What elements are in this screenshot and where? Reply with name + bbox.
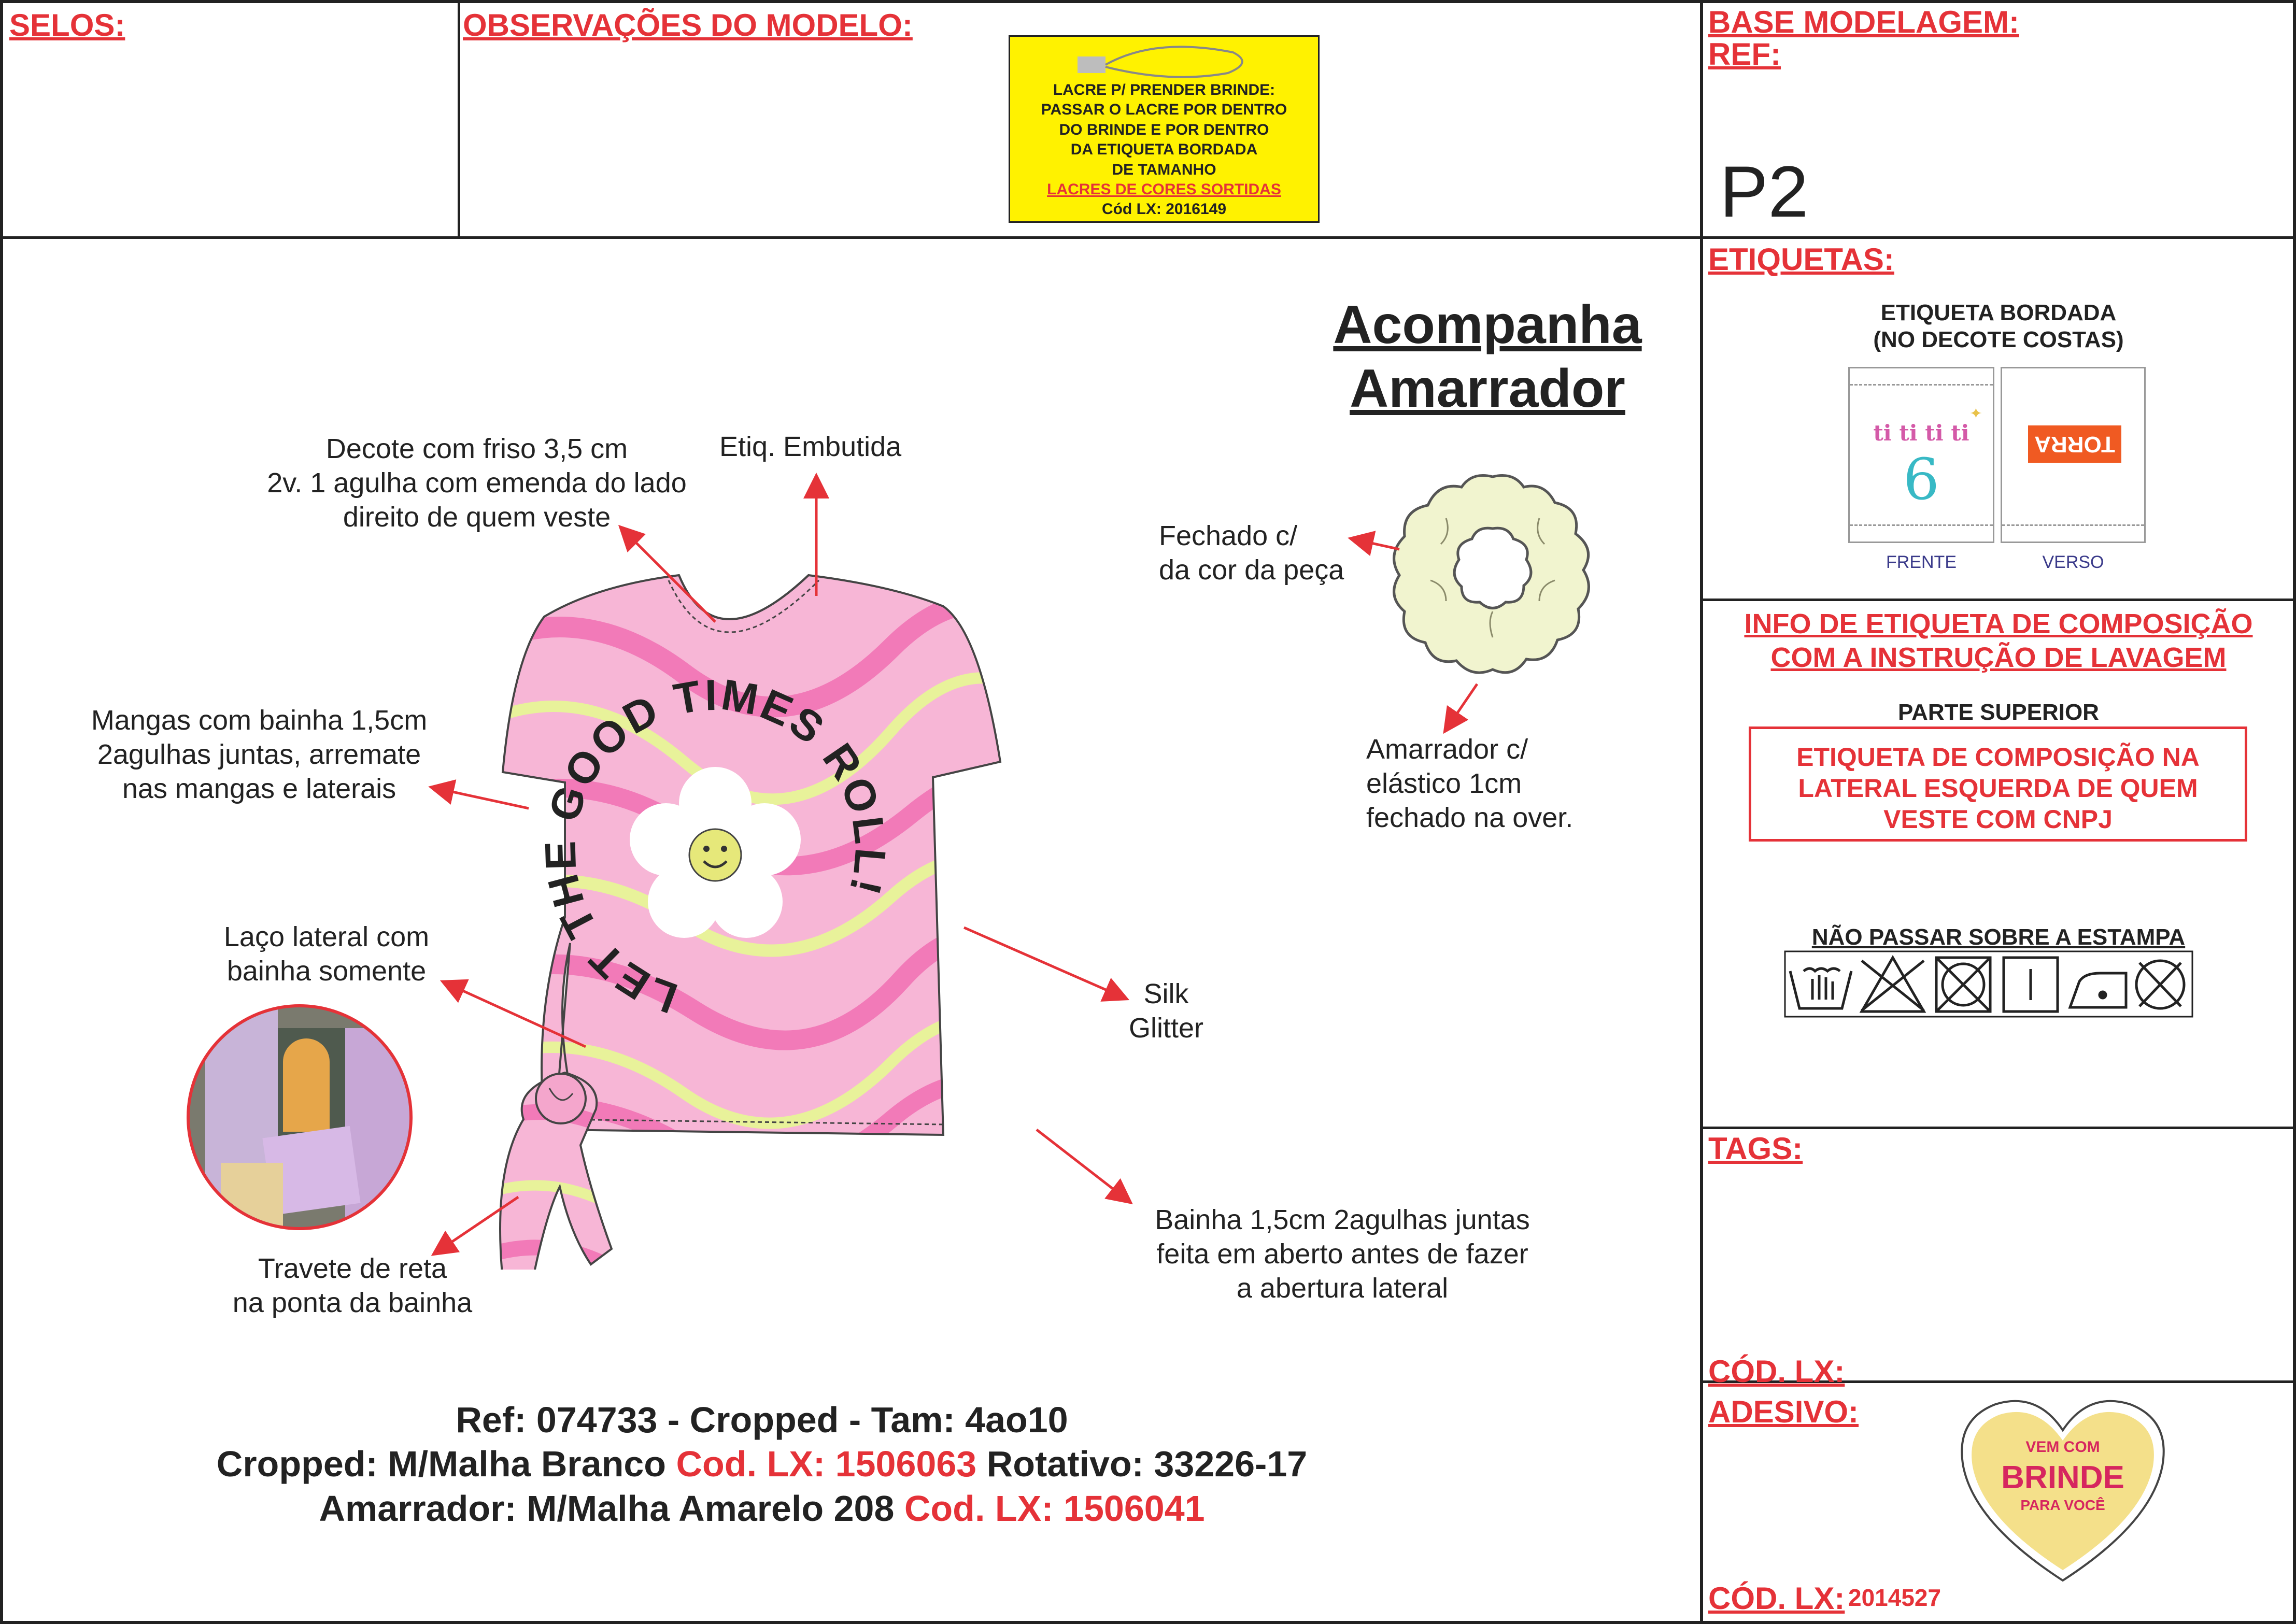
note-mangas-line3: nas mangas e laterais <box>122 773 396 804</box>
note-amarrador-line3: fechado na over. <box>1366 802 1574 833</box>
footer-line3-b: Cod. LX: 1506041 <box>904 1488 1205 1529</box>
etiqueta-brand-front: ti ti ti ti <box>1873 420 1969 446</box>
etiqueta-title-line1: ETIQUETA BORDADA <box>1880 300 2117 325</box>
composicao-title-line2: COM A INSTRUÇÃO DE LAVAGEM <box>1770 642 2227 673</box>
brinde-sticker <box>1954 1389 2172 1586</box>
note-laco-line1: Laço lateral com <box>223 921 430 952</box>
selos-header: SELOS: <box>9 8 125 42</box>
tags-cod-label: CÓD. LX: <box>1708 1354 1845 1389</box>
lacre-line1: LACRE P/ PRENDER BRINDE: <box>1053 81 1275 98</box>
garment-drawing <box>425 544 1151 1270</box>
adesivo-cod-value: 2014527 <box>1848 1584 1941 1611</box>
lacre-line5: DE TAMANHO <box>1112 161 1216 178</box>
acompanha-line1: Acompanha <box>1333 295 1642 355</box>
divider-composicao <box>1700 599 2296 601</box>
sparkle-icon: ✦ <box>1969 405 1982 422</box>
note-decote-line1: Decote com friso 3,5 cm <box>325 433 628 464</box>
lacre-box <box>1009 35 1320 223</box>
note-decote-line2: 2v. 1 agulha com emenda do lado <box>267 467 687 498</box>
no-dry-clean-icon <box>2136 961 2184 1008</box>
sticker-line2: BRINDE <box>2001 1460 2124 1495</box>
note-etiq-embutida: Etiq. Embutida <box>719 431 902 462</box>
footer-line3-a: Amarrador: M/Malha Amarelo 208 <box>319 1488 904 1529</box>
frame-bottom <box>0 1621 2296 1624</box>
iron-low-icon <box>2070 973 2126 1007</box>
adesivo-header: ADESIVO: <box>1708 1394 1859 1429</box>
divider-header <box>0 236 1703 239</box>
note-fechado-line1: Fechado c/ <box>1159 520 1298 551</box>
composicao-title-line1: INFO DE ETIQUETA DE COMPOSIÇÃO <box>1744 608 2253 639</box>
note-amarrador-line2: elástico 1cm <box>1366 767 1522 799</box>
nao-passar-estampa: NÃO PASSAR SOBRE A ESTAMPA <box>1811 924 2186 950</box>
note-decote-line3: direito de quem veste <box>343 501 611 533</box>
lacre-line3: DO BRINDE E POR DENTRO <box>1059 121 1269 138</box>
note-bainha <box>1114 1203 1570 1306</box>
footer-info <box>104 1398 1420 1531</box>
note-silk-line1: Silk <box>1143 978 1189 1009</box>
sticker-line3: PARA VOCÊ <box>2020 1497 2105 1513</box>
lacre-tag-icon <box>1078 42 1254 78</box>
composicao-box <box>1749 726 2247 842</box>
note-travete-line1: Travete de reta <box>258 1253 447 1284</box>
note-bainha-line2: feita em aberto antes de fazer <box>1156 1238 1528 1270</box>
observacoes-header: OBSERVAÇÕES DO MODELO: <box>463 8 913 42</box>
note-mangas-line2: 2agulhas juntas, arremate <box>97 738 421 770</box>
composicao-box-line3: VESTE COM CNPJ <box>1883 805 2113 834</box>
lacre-line7: Cód LX: 2016149 <box>1101 201 1227 218</box>
footer-line2-c: Rotativo: 33226-17 <box>976 1444 1308 1485</box>
care-symbols <box>1784 950 2193 1018</box>
lacre-line6: LACRES DE CORES SORTIDAS <box>1047 180 1281 198</box>
ref-header: REF: <box>1708 37 1781 72</box>
no-bleach-icon <box>1862 958 1924 1012</box>
note-amarrador-line1: Amarrador c/ <box>1366 734 1528 765</box>
note-amarrador <box>1366 733 1573 835</box>
note-bainha-line3: a abertura lateral <box>1236 1272 1449 1304</box>
frame-top <box>0 0 2296 3</box>
etiqueta-size-front: 6 <box>1903 446 1939 512</box>
base-modelagem-header: BASE MODELAGEM: <box>1708 5 2019 39</box>
footer-line1: Ref: 074733 - Cropped - Tam: 4ao10 <box>456 1400 1068 1440</box>
acompanha-line2: Amarrador <box>1350 358 1625 419</box>
note-fechado <box>1159 519 1344 588</box>
note-fechado-line2: da cor da peça <box>1159 554 1344 586</box>
note-silk-line2: Glitter <box>1128 1012 1204 1044</box>
composicao-box-line1: ETIQUETA DE COMPOSIÇÃO NA <box>1796 743 2200 772</box>
etiqueta-title-line2: (NO DECOTE COSTAS) <box>1873 326 2124 352</box>
parte-superior: PARTE SUPERIOR <box>1898 700 2099 725</box>
etiqueta-back-label: VERSO <box>2042 552 2104 572</box>
lacre-line4: DA ETIQUETA BORDADA <box>1070 141 1258 159</box>
divider-selos <box>458 0 460 238</box>
composicao-box-line2: LATERAL ESQUERDA DE QUEM <box>1798 774 2198 803</box>
footer-line3 <box>104 1487 1420 1531</box>
adesivo-cod-label: CÓD. LX: <box>1708 1581 1845 1616</box>
note-mangas-line1: Mangas com bainha 1,5cm <box>91 705 428 736</box>
lacre-line2: PASSAR O LACRE POR DENTRO <box>1041 101 1287 119</box>
footer-line2-b: Cod. LX: 1506063 <box>676 1444 977 1485</box>
etiquetas-header: ETIQUETAS: <box>1708 242 1894 277</box>
hand-wash-icon <box>1790 968 1851 1008</box>
detail-photo <box>187 1004 413 1230</box>
composicao-title <box>1703 607 2294 675</box>
etiqueta-back <box>2001 367 2146 543</box>
shirt-print-text: LET THE GOOD TIMES ROLL! <box>535 669 896 1023</box>
etiqueta-front-label: FRENTE <box>1886 552 1957 572</box>
sticker-line1: VEM COM <box>2025 1438 2100 1456</box>
note-laco-line2: bainha somente <box>226 955 427 987</box>
note-bainha-line1: Bainha 1,5cm 2agulhas juntas <box>1155 1204 1530 1235</box>
tags-header: TAGS: <box>1708 1131 1803 1166</box>
no-tumble-dry-icon <box>1936 958 1990 1012</box>
etiqueta-bordada-title <box>1703 300 2294 353</box>
divider-etiquetas <box>1700 236 2296 239</box>
base-value: P2 <box>1720 151 1809 232</box>
line-dry-icon <box>2004 958 2058 1012</box>
divider-tags <box>1700 1127 2296 1129</box>
scrunchie-illustration <box>1384 466 1601 694</box>
footer-line2 <box>104 1442 1420 1486</box>
footer-line2-a: Cropped: M/Malha Branco <box>216 1444 676 1485</box>
etiqueta-front <box>1848 367 1994 543</box>
acompanha-title <box>1301 293 1674 420</box>
note-travete-line2: na ponta da bainha <box>232 1287 473 1318</box>
etiqueta-brand-back: TORRA <box>2028 425 2121 463</box>
